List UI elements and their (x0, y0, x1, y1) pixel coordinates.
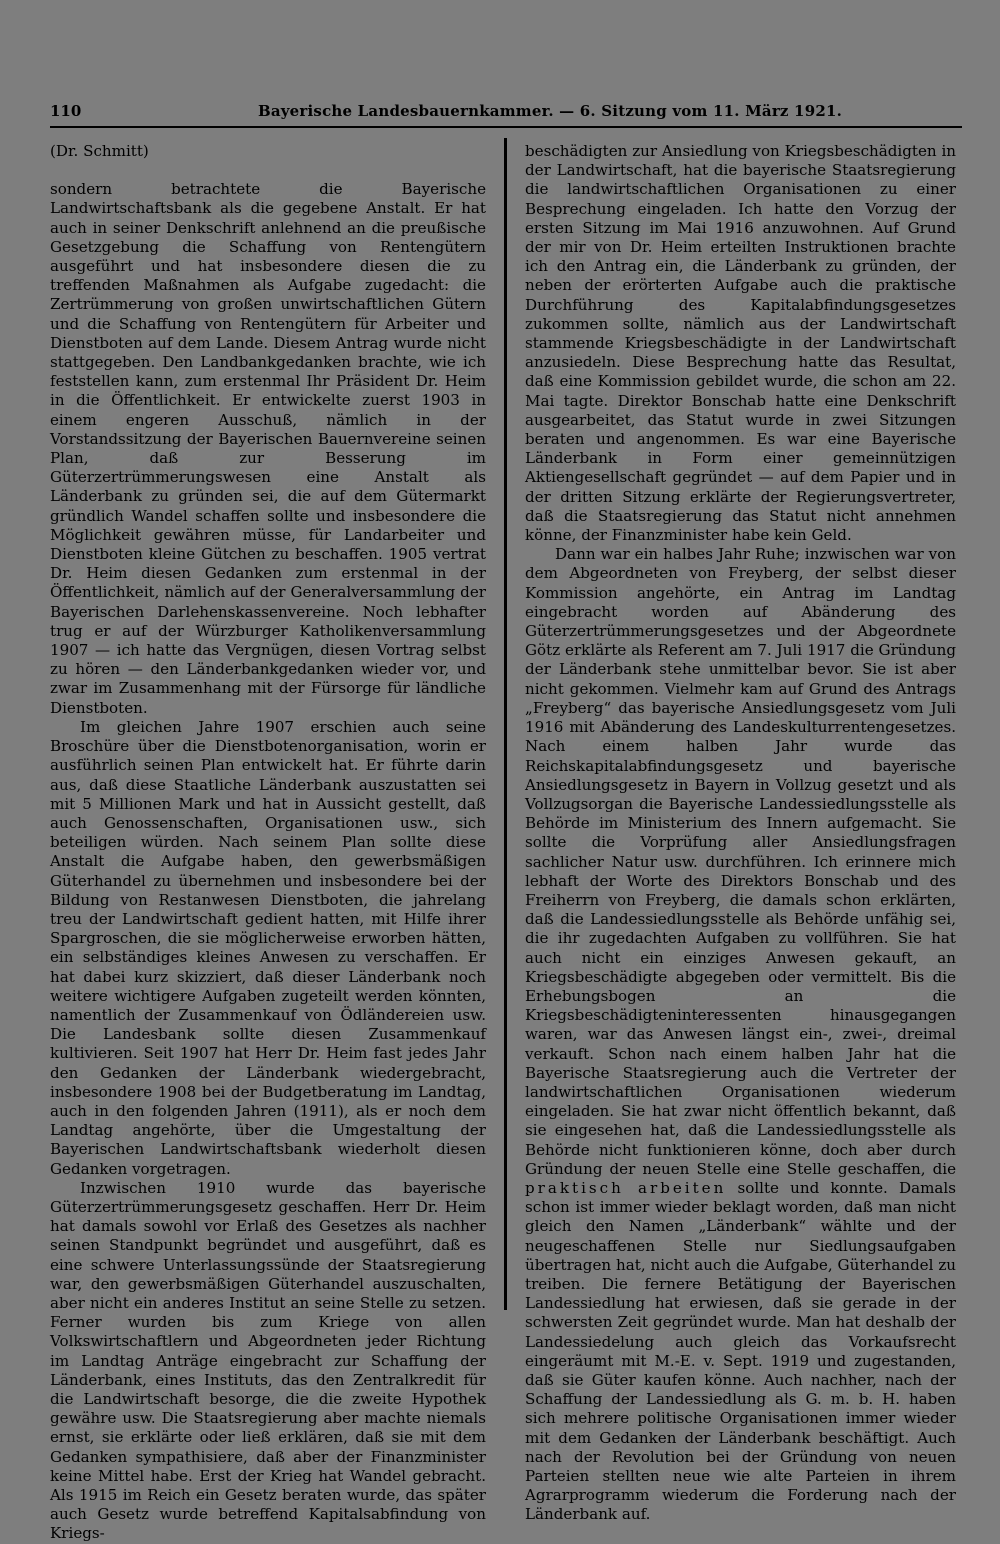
speaker-label: (Dr. Schmitt) (50, 142, 149, 160)
paragraph: Im gleichen Jahre 1907 erschien auch seine Broschüre über die Dienstbotenorganisation, worin er ausführlich seinen Plan entwickelt hat. Er führte darin aus, daß diese Staatliche Länderbank auszustatten sei mit 5 Millionen Mark und hat in Aussicht gestellt, daß auch Genossenschaften, Organisationen usw., sich beteiligen würden. Nach seinem Plan sollte diese Anstalt die Aufgabe haben, den gewerbsmäßigen Güterhandel zu übernehmen und insbesondere bei der Bildung von Restanwesen Dienstboten, die jahrelang treu der Landwirtschaft gedient hatten, mit Hilfe ihrer Spargroschen, die sie möglicherweise erworben hätten, ein selbständiges kleines Anwesen zu verschaffen. Er hat dabei kurz skizziert, daß dieser Länderbank noch weitere wichtigere Aufgaben zugeteilt werden könnten, namentlich der Zusammenkauf von Ödländereien usw. Die Landesbank sollte diesen Zusammenkauf kultivieren. Seit 1907 hat Herr Dr. Heim fast jedes Jahr den Gedanken der Länderbank wiedergebracht, insbesondere 1908 bei der Budgetberatung im Landtag, auch in den folgenden Jahren (1911), als er noch dem Landtag angehörte, über die Umgestaltung der Bayerischen Landwirtschaftsbank wiederholt diesen Gedanken vorgetragen. (50, 717, 486, 1178)
running-title: Bayerische Landesbauernkammer. — 6. Sitzung vom 11. März 1921. (257, 102, 843, 120)
emphasis-spaced-text: praktisch arbeiten (525, 1178, 727, 1197)
paragraph: beschädigten zur Ansiedlung von Kriegsbeschädigten in der Landwirtschaft, hat die bayerische Staatsregierung die landwirtschaftlichen Organisationen zu einer Besprechung eingeladen. Ich hatte den Vorzug der ersten Sitzung im Mai 1916 anzuwohnen. Auf Grund der mir von Dr. Heim erteilten Instruktionen brachte ich den Antrag ein, die Länderbank zu gründen, der neben der erörterten Aufgabe auch die praktische Durchführung des Kapitalabfindungsgesetzes zukommen sollte, nämlich aus der Landwirtschaft stammende Kriegsbeschädigte in der Landwirtschaft anzusiedeln. Diese Besprechung hatte das Resultat, daß eine Kommission gebildet wurde, die schon am 22. Mai tagte. Direktor Bonschab hatte eine Denkschrift ausgearbeitet, das Statut wurde in zwei Sitzungen beraten und angenommen. Es war eine Bayerische Länderbank in Form einer gemeinnützigen Aktiengesellschaft gegründet — auf dem Papier und in der dritten Sitzung erklärte der Regierungsvertreter, daß die Staatsregierung das Statut nicht annehmen könne, der Finanzminister habe kein Geld. (525, 142, 956, 545)
column-divider (504, 138, 507, 1310)
paragraph-text: Dann war ein halbes Jahr Ruhe; inzwischen war von dem Abgeordneten von Freyberg, der selbst dieser Kommission angehörte, ein Antrag im Landtag eingebracht worden auf Abänderung des Güterzertrümmerungsgesetzes und der Abgeordnete Götz erklärte als Referent am 7. Juli 1917 die Gründung der Länderbank stehe unmittelbar bevor. Sie ist aber nicht gekommen. Vielmehr kam auf Grund des Antrags „Freyberg“ das bayerische Ansiedlungsgesetz vom Juli 1916 mit Abänderung des Landeskulturrentengesetzes. Nach einem halben Jahr wurde das Reichskapitalabfindungsgesetz und bayerische Ansiedlungsgesetz in Bayern in Vollzug gesetzt und als Vollzugsorgan die Bayerische Landessiedlungsstelle als Behörde im Ministerium des Innern aufgemacht. Sie sollte die Vorprüfung aller Ansiedlungsfragen sachlicher Natur usw. durchführen. Ich erinnere mich lebhaft der Worte des Direktors Bonschab und des Freiherrn von Freyberg, die damals schon erklärten, daß die Landessiedlungsstelle als Behörde unfähig sei, die ihr zugedachten Aufgaben zu vollführen. Sie hat auch nicht ein einziges Anwesen gekauft, an Kriegsbeschädigte abgegeben oder vermittelt. Bis die Erhebungsbogen an die Kriegsbeschädigteninteressenten hinausgegangen waren, war das Anwesen längst ein-, zwei-, dreimal verkauft. Schon nach einem halben Jahr hat die Bayerische Staatsregierung auch die Vertreter der landwirtschaftlichen Organisationen wiederum eingeladen. Sie hat zwar nicht öffentlich bekannt, daß sie eingesehen hat, daß die Landessiedlungsstelle als Behörde nicht funktionieren könne, doch aber durch Gründung der neuen Stelle eine Stelle geschaffen, die (525, 545, 956, 1178)
right-column (525, 142, 956, 1525)
left-column (50, 142, 486, 1544)
paragraph-text: sollte und konnte. Damals schon ist immer wieder beklagt worden, daß man nicht gleich den Namen „Länderbank“ wählte und der neugeschaffenen Stelle nur Siedlungsaufgaben übertragen hat, nicht auch die Aufgabe, Güterhandel zu treiben. Die fernere Betätigung der Bayerischen Landessiedlung hat erwiesen, daß sie gerade in der schwersten Zeit gegründet wurde. Man hat deshalb der Landessiedelung auch gleich das Vorkaufsrecht eingeräumt mit M.-E. v. Sept. 1919 und zugestanden, daß sie Güter kaufen könne. Auch nachher, nach der Schaffung der Landessiedlung als G. m. b. H. haben sich mehrere politische Organisationen immer wieder mit dem Gedanken der Länderbank beschäftigt. Auch nach der Revolution bei der Gründung von neuen Parteien stellten neue wie alte Parteien in ihrem Agrarprogramm wiederum die Forderung nach der Länderbank auf. (525, 1178, 956, 1524)
header-rule (50, 126, 962, 128)
paragraph: sondern betrachtete die Bayerische Landwirtschaftsbank als die gegebene Anstalt. Er hat auch in seiner Denkschrift anlehnend an die preußische Gesetzgebung die Schaffung von Rentengütern ausgeführt und hat insbesondere diesen die zu treffenden Maßnahmen als Aufgabe zugedacht: die Zertrümmerung von großen unwirtschaftlichen Gütern und die Schaffung von Rentengütern für Arbeiter und Dienstboten auf dem Lande. Diesem Antrag wurde nicht stattgegeben. Den Landbankgedanken brachte, wie ich feststellen kann, zum erstenmal Ihr Präsident Dr. Heim in die Öffentlichkeit. Er entwickelte zuerst 1903 in einem engeren Ausschuß, nämlich in der Vorstandssitzung der Bayerischen Bauernvereine seinen Plan, daß zur Besserung im Güterzertrümmerungswesen eine Anstalt als Länderbank zu gründen sei, die auf dem Gütermarkt gründlich Wandel schaffen sollte und insbesondere die Möglichkeit gewähren müsse, für Landarbeiter und Dienstboten kleine Gütchen zu beschaffen. 1905 vertrat Dr. Heim diesen Gedanken zum erstenmal in der Öffentlichkeit, nämlich auf der Generalversammlung der Bayerischen Darlehenskassenvereine. Noch lebhafter trug er auf der Würzburger Katholikenversammlung 1907 — ich hatte das Vergnügen, diesen Vortrag selbst zu hören — den Länderbankgedanken wieder vor, und zwar im Zusammenhang mit der Fürsorge für ländliche Dienstboten. (50, 180, 486, 717)
page-header (50, 96, 950, 126)
paragraph: Inzwischen 1910 wurde das bayerische Güterzertrümmerungsgesetz geschaffen. Herr Dr. Heim hat damals sowohl vor Erlaß des Gesetzes als nachher seinen Standpunkt begründet und ausgeführt, daß es eine schwere Unterlassungssünde der Staatsregierung war, den gewerbsmäßigen Güterhandel auszuschalten, aber nicht ein anderes Institut an seine Stelle zu setzen. Ferner wurden bis zum Kriege von allen Volkswirtschaftlern und Abgeordneten jeder Richtung im Landtag Anträge eingebracht zur Schaffung der Länderbank, eines Instituts, das den Zentralkredit für die Landwirtschaft besorge, die die zweite Hypothek gewähre usw. Die Staatsregierung aber machte niemals ernst, sie erklärte oder ließ erklären, daß sie mit dem Gedanken sympathisiere, daß aber der Finanzminister keine Mittel habe. Erst der Krieg hat Wandel gebracht. Als 1915 im Reich ein Gesetz beraten wurde, das später auch Gesetz wurde betreffend Kapitalsabfindung von Kriegs- (50, 1178, 486, 1543)
page-number: 110 (50, 102, 82, 120)
paragraph (525, 545, 956, 1524)
